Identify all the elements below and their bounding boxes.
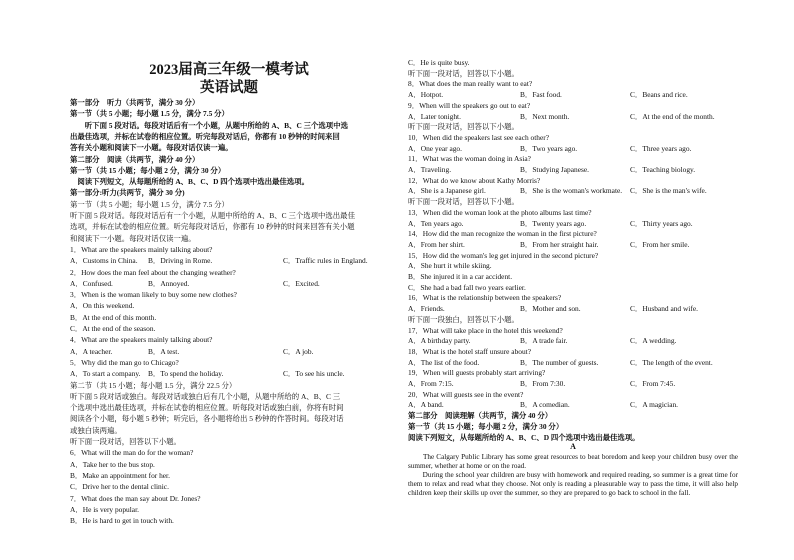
text-line: A．Take her to the bus stop. [70,459,155,469]
text-line: 11．What was the woman doing in Asia? [408,154,531,164]
passage-paragraph: The Calgary Public Library has some great resources to beat boredom and keep your children busy over the summer, whether at home or on the road. [408,453,738,471]
text-line: A．On this weekend. [70,301,135,311]
text-line: B．He is hard to get in touch with. [70,516,174,526]
text-line: 9．When will the speakers go out to eat? [408,100,531,110]
section-heading: 第一节（共 15 小题；每小题 2 分，满分 30 分） [70,165,226,175]
answer-option: B．Driving in Rome. [148,256,213,266]
answer-option: C．The length of the event. [630,357,713,367]
text-line: 20．What will guests see in the event? [408,389,524,399]
answer-option: A．Hotpot. [408,90,444,100]
text-line: 听下面一段对话，回答以下小题。 [70,437,181,446]
text-line: 18．What is the hotel staff unsure about? [408,346,532,356]
text-line: 听下面一段对话，回答以下小题。 [408,122,519,132]
text-line: A．She hurt it while skiing. [408,261,492,271]
text-line: 听下面一段独白，回答以下小题。 [408,314,519,324]
answer-option: C．From 7:45. [630,379,676,388]
answer-option: A．Customs in China. [70,256,138,266]
text-line: 听下面一段对话，回答以下小题。 [408,68,519,78]
answer-option: B．Twenty years ago. [520,218,587,228]
left-column [70,0,388,560]
text-line: B．Make an appointment for her. [70,470,170,480]
answer-option: A．A teacher. [70,346,113,356]
text-line: C．He is quite busy. [408,58,470,67]
section-heading: 第一节（共 5 小题；每小题 1.5 分，满分 7.5 分） [70,109,229,119]
text-line: C．She had a bad fall two years earlier. [408,282,526,292]
answer-option: A．The list of the food. [408,357,480,367]
answer-option: A．One year ago. [408,143,462,153]
text-line: 或独白读两遍。 [70,425,122,435]
text-line: 听下面 5 段对话或独白。每段对话或独白后有几个小题，从题中所给的 A、B、C 三 [70,391,341,401]
text-line: 17．What will take place in the hotel this weekend? [408,325,563,335]
answer-option: B．A comedian. [520,400,570,410]
answer-option: B．Two years ago. [520,143,578,153]
answer-option: A．A band. [408,400,444,410]
text-line: 选项，并标在试卷的相应位置。听完每段对话后，你都有 10 秒钟的时间来回答有关小题 [70,222,355,232]
text-line: A．He is very popular. [70,504,139,514]
passage-letter: A [570,442,576,452]
answer-option: A．From 7:15. [408,379,454,388]
text-line: 听下面一段对话，回答以下小题。 [408,197,519,207]
text-line: 8．What does the man really want to eat? [408,79,533,89]
answer-option: A．To start a company. [70,369,141,379]
section-heading: 第一节（共 15 小题；每小题 2 分，满分 30 分） [408,421,564,431]
answer-option: C．From her smile. [630,239,690,249]
section-heading: 阅读下列短文，从每题所给的 A、B、C、D 四个选项中选出最佳选项。 [70,177,309,187]
section-heading: 出最佳选项，并标在试卷的相应位置。听完每段对话后，你都有 10 秒钟的时间来回 [70,131,340,141]
text-line: 阅读各个小题，每小题 5 秒钟；听完后，各小题将给出 5 秒钟的作答时间。每段对话 [70,414,344,424]
text-line: C．At the end of the season. [70,324,156,333]
text-line: 4．What are the speakers mainly talking about? [70,335,213,345]
right-column [408,0,738,560]
text-line: 14．How did the man recognize the woman in the first picture? [408,229,597,239]
text-line: 19．When will guests probably start arriving? [408,368,546,378]
answer-option: B．Fast food. [520,90,562,100]
answer-option: C．Three years ago. [630,143,692,153]
text-line: 6．What will the man do for the woman? [70,448,194,458]
answer-option: C．At the end of the month. [630,111,715,121]
text-line: 第一节（共 5 小题；每小题 1.5 分，满分 7.5 分） [70,199,229,209]
answer-option: A．Friends. [408,304,445,314]
section-heading: 听下面 5 段对话。每段对话后有一个小题，从题中所给的 A、B、C 三个选项中选 [70,120,348,130]
answer-option: A．Ten years ago. [408,218,464,228]
section-heading: 阅读下列短文，从每题所给的 A、B、C、D 四个选项中选出最佳选项。 [408,432,640,442]
text-line: 3．When is the woman likely to buy some new clothes? [70,290,237,300]
answer-option: A．From her shirt. [408,239,465,249]
answer-option: C．A wedding. [630,336,677,346]
text-line: 1．What are the speakers mainly talking about? [70,244,213,254]
answer-option: C．Thirty years ago. [630,218,693,228]
answer-option: B．Mother and son. [520,304,581,314]
passage-paragraph: During the school year children are busy with homework and required reading, so summer is a great time for them to relax and read what they choose. Not only is reading a pleasurable way to pass the time, it will also help children keep their skills up over the summer, so they are prepared to go back to school in the fall. [408,471,738,498]
answer-option: C．A job. [283,346,314,356]
text-line: 个选项中选出最佳选项，并标在试卷的相应位置。听每段对话或独白前，你将有时间 [70,403,344,413]
answer-option: C．Excited. [283,278,320,288]
section-heading: 第一部分 听力（共两节，满分 30 分） [70,98,200,107]
answer-option: B．Next month. [520,111,570,121]
answer-option: B．To spend the holiday. [148,369,224,379]
text-line: 第二节（共 15 小题；每小题 1.5 分，满分 22.5 分） [70,380,237,390]
exam-title: 2023届高三年级一模考试 [149,62,309,78]
section-heading: 答有关小题和阅读下一小题。每段对话仅读一遍。 [70,143,233,153]
text-line: 和阅读下一小题。每段对话仅读一遍。 [70,233,196,243]
text-line: 13．When did the woman look at the photo albums last time? [408,207,592,217]
answer-option: B．She is the woman's workmate. [520,186,623,196]
answer-option: B．A test. [148,346,180,356]
exam-subtitle: 英语试题 [200,80,258,96]
section-heading: 第二部分 阅读理解（共两节，满分 40 分） [408,411,553,421]
answer-option: B．From her straight hair. [520,239,599,249]
text-line: B．At the end of this month. [70,312,157,322]
text-line: 15．How did the woman's leg get injured in the second picture? [408,250,599,260]
answer-option: C．A magician. [630,400,679,410]
section-heading: 第一部分:听力(共两节，满分 30 分) [70,188,185,198]
text-line: 12．What do we know about Kathy Morris? [408,175,541,185]
text-line: 听下面 5 段对话。每段对话后有一个小题，从题中所给的 A、B、C 三个选项中选出最佳 [70,211,355,220]
answer-option: C．To see his uncle. [283,369,345,379]
answer-option: B．Studying Japanese. [520,165,589,174]
answer-option: B．The number of guests. [520,357,599,367]
text-line: 2．How does the man feel about the changing weather? [70,267,236,277]
answer-option: C．Traffic rules in England. [283,256,368,266]
text-line: 7．What does the man say about Dr. Jones? [70,493,201,503]
answer-option: A．Confused. [70,278,113,288]
text-line: 16．What is the relationship between the speakers? [408,293,562,303]
answer-option: C．She is the man's wife. [630,186,707,196]
answer-option: C．Beans and rice. [630,90,688,100]
text-line: 5．Why did the man go to Chicago? [70,357,179,367]
text-line: C．Drive her to the dental clinic. [70,482,169,492]
answer-option: A．Later tonight. [408,111,461,121]
text-line: 10．When did the speakers last see each other? [408,132,549,142]
answer-option: C．Teaching biology. [630,165,696,174]
answer-option: A．She is a Japanese girl. [408,186,486,196]
section-heading: 第二部分 阅读（共两节，满分 40 分） [70,154,200,164]
answer-option: B．Annoyed. [148,278,190,288]
answer-option: A．Traveling. [408,165,452,174]
answer-option: B．A trade fair. [520,336,568,346]
answer-option: C．Husband and wife. [630,304,698,314]
text-line: B．She injured it in a car accident. [408,272,513,281]
answer-option: A．A birthday party. [408,336,471,346]
answer-option: B．From 7:30. [520,379,566,388]
